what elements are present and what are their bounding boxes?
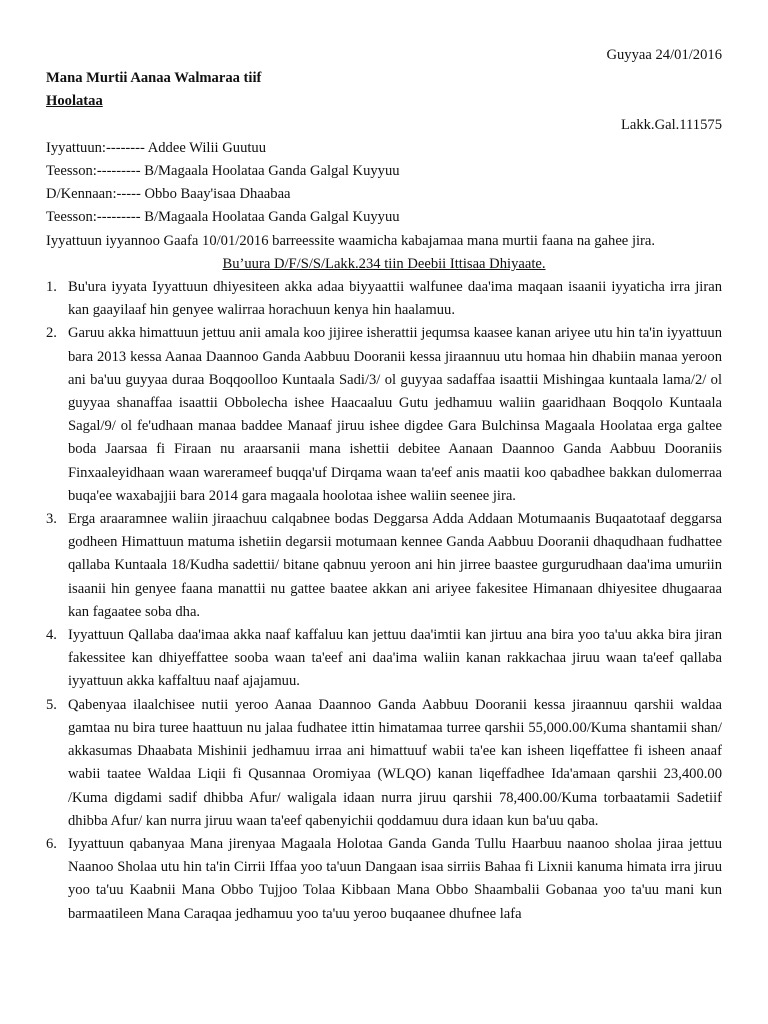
court-name: Mana Murtii Aanaa Walmaraa tiif	[46, 70, 262, 87]
party-line-applicant-address: Teesson:--------- B/Magaala Hoolataa Ganda Galgal Kuyyuu	[46, 163, 400, 180]
list-item	[46, 276, 722, 322]
list-item	[46, 694, 722, 833]
point-number: 6.	[46, 835, 57, 852]
court-place: Hoolataa	[46, 93, 103, 110]
list-item	[46, 322, 722, 508]
party-line-respondent: D/Kennaan:----- Obbo Baay'isaa Dhaabaa	[46, 186, 291, 203]
point-text: Iyyattuun Qallaba daa'imaa akka naaf kaffaluu kan jettuu daa'imtii kan jirtuu ana bira yoo ta'uu akka bira jiran fakessitee kan dhiyeffattee sooba waan ta'eef ani daa'ima waliin kanan rakkachaa jiruu waan ta'eef qallaba iyyattuun akka kaffaltuu naaf ajajamuu.	[68, 627, 722, 690]
document-date: Guyyaa 24/01/2016	[606, 47, 722, 63]
point-text: Iyyattuun qabanyaa Mana jirenyaa Magaala Holotaa Ganda Ganda Tullu Haarbuu naanoo sholaa jiraa jettuu Naanoo Sholaa utu hin ta'in Cirrii Iffaa yoo ta'uun Dangaan isaa sirriis Bahaa fi Lixnii kanuma himata irra jiruu yoo ta'uu Kaabnii Mana Obbo Tujjoo Tolaa Kibbaan Mana Obbo Shaambalii Gobanaa yoo ta'uu mani kun barmaatileen Mana Caraqaa jedhamuu yoo ta'uu yeroo buqaanee dhufnee lafa	[68, 835, 722, 922]
point-text: Garuu akka himattuun jettuu anii amala koo jijiree isherattii jequmsa kaasee kanan ariyee utu hin ta'in iyyattuun bara 2013 kessa Aanaa Daannoo Ganda Aabbuu Dooranii kessa jiraannuu utu homaa hin dhabiin manaa yeroon ani ba'uu guyyaa duraa Boqqoolloo Kuntaala Sadi/3/ ol guyyaa sadaffaa isaattii Mishingaa kuntaala lama/2/ ol guyyaa shanaffaa isaattii Obbolecha ishee Haacaaluu Gutu jedhamuu waliin gaaridhaan Boqqolo Kuntaala Sagal/9/ ol fe'udhaan manaa baddee Manaaf jiruu ishee digdee Gara Bulchinsa Magaala Hoolataa erga galtee boda Jaarsaa fi Firaan nu araarsanii mana ishettii debitee Aanaan Daannoo Ganda Aabbuu Dooraniis Finxaaleyidhaan waan warerameef buqqa'uf Dirqama waan ta'eef anis maatii koo qabadhee bakkan dulomerraa buqa'ee waxabajjii bara 2014 gara magaala hoolotaa ishee waliin seenee jira.	[68, 325, 722, 504]
point-number: 2.	[46, 325, 57, 342]
subject-text: Bu’uura D/F/S/S/Lakk.234 tiin Deebii Ittisaa Dhiyaate.	[222, 255, 546, 272]
point-number: 1.	[46, 279, 57, 296]
point-text: Erga araaramnee waliin jiraachuu calqabnee bodas Deggarsa Adda Addaan Motumaanis Buqaatotaaf deggarsa godheen Himattuun matuma ishetiin degarsii motumaan kennee Ganda Aabbuu Dooranii dhaqudhaan fudhattee qallaba Kuntaala 18/Kudha sadettii/ bitane qabnuu yeroon ani hin jirree baastee gurgurudhaan daa'ima umuriin isaanii hin genyee faana manattii nu gattee baatee akkan ani ariyee fakesitee Himanaan dhiyesitee dhugaaraa kan fagaatee soba dha.	[68, 511, 722, 620]
point-text: Bu'ura iyyata Iyyattuun dhiyesiteen akka adaa biyyaattii walfunee daa'ima maqaan isaanii iyyaticha irra jiran kan gaayilaaf hin genyee walirraa horachuun kenya hin haalamuu.	[68, 279, 722, 319]
file-number: Lakk.Gal.111575	[620, 116, 722, 133]
list-item	[46, 624, 722, 694]
subject-line	[46, 253, 722, 276]
party-line-respondent-address: Teesson:--------- B/Magaala Hoolataa Ganda Galgal Kuyyuu	[46, 209, 400, 226]
point-number: 5.	[46, 696, 57, 713]
point-number: 4.	[46, 627, 57, 644]
response-points-list	[46, 276, 722, 926]
point-text: Qabenyaa ilaalchisee nutii yeroo Aanaa Daannoo Ganda Aabbuu Dooranii kessa jiraannuu qarshii waldaa gamtaa nu bira turee haattuun nu jalaa fudhatee ittin himatamaa turree qarshii 55,000.00/Kuma shantamii shan/ akkasumas Dhaabata Mishinii jedhamuu irraa ani himattuuf wabii ta'ee kan isheen liqeffattee fi isheen anaaf wabii taatee Waldaa Liqii fi Qusannaa Oromiyaa (WLQO) kanan liqeffadhee Ida'amaan qarshii 23,400.00 /Kuma digdami sadif dhibba Afur/ waligala idaan nurra jiruu qarshii 78,400.00/Kuma torbaatamii Sadetiif dhibba Afur/ kan nurra jiruu waan ta'eef qabenyichii qoddamuu dura idaan kun ba'uu qaba.	[68, 696, 722, 829]
point-number: 3.	[46, 511, 57, 528]
party-line-applicant: Iyyattuun:-------- Addee Wilii Guutuu	[46, 139, 267, 156]
intro-paragraph: Iyyattuun iyyannoo Gaafa 10/01/2016 barreessite waamicha kabajamaa mana murtii faana na gahee jira.	[46, 232, 656, 249]
list-item	[46, 508, 722, 624]
list-item	[46, 833, 722, 926]
